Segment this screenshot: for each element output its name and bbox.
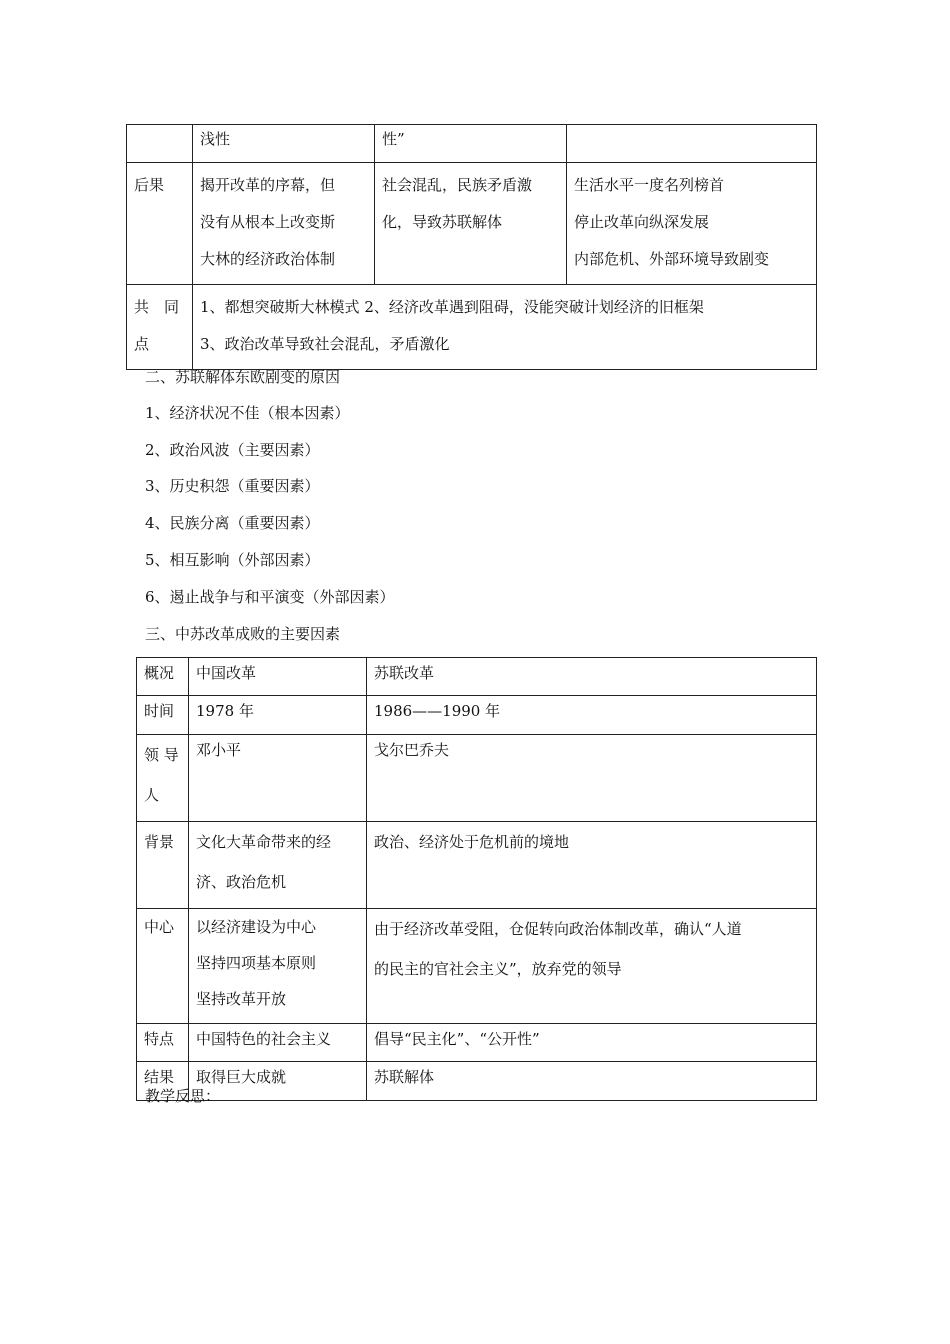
table-row [137,1062,817,1101]
list-item: 6、遏止战争与和平演变（外部因素） [145,588,395,606]
cell-text: 性” [382,130,405,148]
list-item: 3、历史积怨（重要因素） [145,477,320,495]
cell-line: 由于经济改革受阻，仓促转向政治体制改革，确认“人道 [374,920,742,938]
table-cell: 1978 年 [189,696,367,735]
table-row [127,285,817,370]
table-cell: 苏联解体 [367,1062,817,1101]
table-row [137,696,817,735]
cell-line: 共 同 [134,298,180,316]
cell-line: 的民主的官社会主义”，放弃党的领导 [374,960,622,978]
list-item: 1、经济状况不佳（根本因素） [145,404,350,422]
cell-line: 领 导 [144,746,179,764]
table-cell [367,909,817,1024]
table-cell: 1986——1990 年 [367,696,817,735]
cell-line: 济、政治危机 [196,873,287,891]
table-row [127,163,817,285]
table-cell [375,163,567,285]
table-cell: 中国特色的社会主义 [189,1024,367,1062]
row-label: 特点 [137,1024,189,1062]
table-cell: 政治、经济处于危机前的境地 [367,822,817,909]
cell-line: 化，导致苏联解体 [382,213,503,231]
table-cell [189,822,367,909]
cell-line: 点 [134,335,150,353]
row-label: 时间 [137,696,189,735]
section-heading: 二、苏联解体东欧剧变的原因 [145,368,341,386]
table-cell [127,125,193,163]
cell-line: 内部危机、外部环境导致剧变 [574,250,770,268]
cell-text: 浅性 [200,130,231,148]
teaching-reflection-label: 教学反思： [145,1087,221,1105]
cell-line: 以经济建设为中心 [196,918,317,936]
table-cell [567,125,817,163]
table-row [137,735,817,822]
row-label: 背景 [137,822,189,909]
cell-line: 社会混乱，民族矛盾激 [382,176,533,194]
table-cell [193,285,817,370]
table-cell: 中国改革 [189,658,367,696]
cell-line: 文化大革命带来的经 [196,833,332,851]
row-label: 中心 [137,909,189,1024]
table-cell [567,163,817,285]
list-item: 5、相互影响（外部因素） [145,551,320,569]
table-row [137,909,817,1024]
cell-line: 没有从根本上改变斯 [200,213,336,231]
table-cell [193,163,375,285]
row-label [137,735,189,822]
cell-line: 大林的经济政治体制 [200,250,336,268]
cell-line: 1、都想突破斯大林模式 2、经济改革遇到阻碍，没能突破计划经济的旧框架 [200,298,704,316]
table-cell: 邓小平 [189,735,367,822]
cell-line: 生活水平一度名列榜首 [574,176,725,194]
table-cell: 取得巨大成就 [189,1062,367,1101]
cell-line: 坚持四项基本原则 [196,954,317,972]
cell-line: 坚持改革开放 [196,990,287,1008]
cell-line: 3、政治改革导致社会混乱，矛盾激化 [200,335,450,353]
table-cell: 戈尔巴乔夫 [367,735,817,822]
cell-line: 人 [144,786,160,804]
list-item: 4、民族分离（重要因素） [145,514,320,532]
table-row [127,125,817,163]
list-item: 2、政治风波（主要因素） [145,441,320,459]
table-cell [375,125,567,163]
table-cell [193,125,375,163]
row-label: 结果 [137,1062,189,1101]
cell-line: 揭开改革的序幕，但 [200,176,336,194]
row-label: 概况 [137,658,189,696]
section-heading: 三、中苏改革成败的主要因素 [145,625,341,643]
table-row [137,822,817,909]
table-row [137,1024,817,1062]
row-label: 后果 [127,163,193,285]
comparison-table-continued [126,124,817,370]
reform-comparison-table [136,657,817,1101]
cell-line: 停止改革向纵深发展 [574,213,710,231]
table-cell: 苏联改革 [367,658,817,696]
table-cell: 倡导“民主化”、“公开性” [367,1024,817,1062]
table-row [137,658,817,696]
table-cell [189,909,367,1024]
row-label [127,285,193,370]
